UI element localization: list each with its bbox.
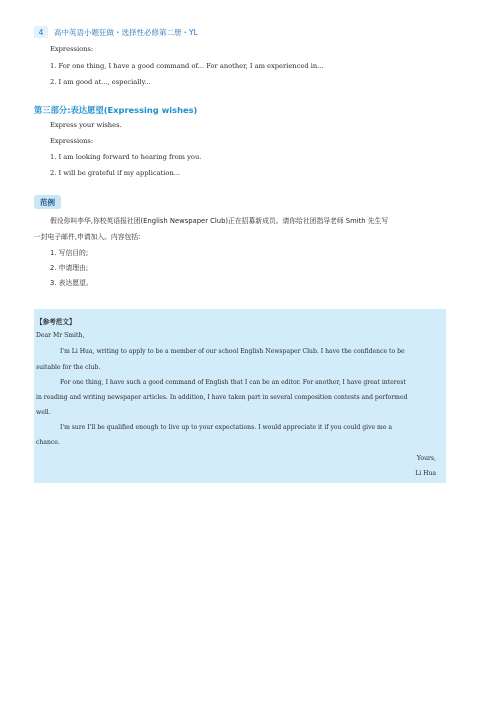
example-prompt: 假设你叫李华,你校英语报社团(English Newspaper Club)正在招募新成员。请你给社团指导老师 Smith 先生写 bbox=[50, 217, 389, 225]
expression-item: 2. I am good at..., especially... bbox=[50, 78, 151, 86]
sample-label: 【参考范文】 bbox=[36, 318, 76, 326]
letter-closing: Yours, bbox=[416, 455, 436, 462]
section-intro: Express your wishes. bbox=[50, 121, 122, 129]
expressions-label: Expressions: bbox=[50, 45, 94, 53]
expression-item: 2. I will be grateful if my application... bbox=[50, 169, 181, 177]
expression-item: 1. For one thing, I have a good command of... For another, I am experienced in... bbox=[50, 62, 324, 70]
letter-paragraph: I'm sure I'll be qualified enough to live up to your expectations. I would appreciate it if you could give me a bbox=[60, 424, 393, 431]
section-heading: 第三部分:表达愿望(Expressing wishes) bbox=[34, 105, 198, 115]
expressions-label: Expressions: bbox=[50, 137, 94, 145]
book-title: 高中英语小题狂做・选择性必修第二册・YL bbox=[54, 27, 198, 37]
example-prompt: 一封电子邮件,申请加入。内容包括: bbox=[34, 233, 141, 241]
expression-item: 1. I am looking forward to hearing from you. bbox=[50, 153, 202, 161]
page-header bbox=[34, 26, 198, 38]
page-number: 4 bbox=[34, 26, 48, 38]
letter-paragraph: well. bbox=[36, 409, 51, 416]
letter-paragraph: suitable for the club. bbox=[36, 364, 101, 371]
letter-paragraph: For one thing, I have such a good command of English that I can be an editor. For another, I have great interest bbox=[60, 379, 406, 386]
letter-greeting: Dear Mr Smith, bbox=[36, 332, 85, 339]
letter-paragraph: in reading and writing newspaper articles. In addition, I have taken part in several composition contests and performed bbox=[36, 394, 408, 401]
requirement-item: 2. 申请理由; bbox=[50, 264, 89, 272]
requirement-item: 3. 表达愿望。 bbox=[50, 279, 93, 287]
letter-paragraph: I'm Li Hua, writing to apply to be a member of our school English Newspaper Club. I have the confidence to be bbox=[60, 348, 405, 355]
letter-paragraph: chance. bbox=[36, 439, 60, 446]
sample-essay-box bbox=[34, 309, 446, 483]
letter-signature: Li Hua bbox=[415, 470, 436, 477]
requirement-item: 1. 写信目的; bbox=[50, 249, 89, 257]
example-tag: 范例 bbox=[34, 195, 61, 209]
